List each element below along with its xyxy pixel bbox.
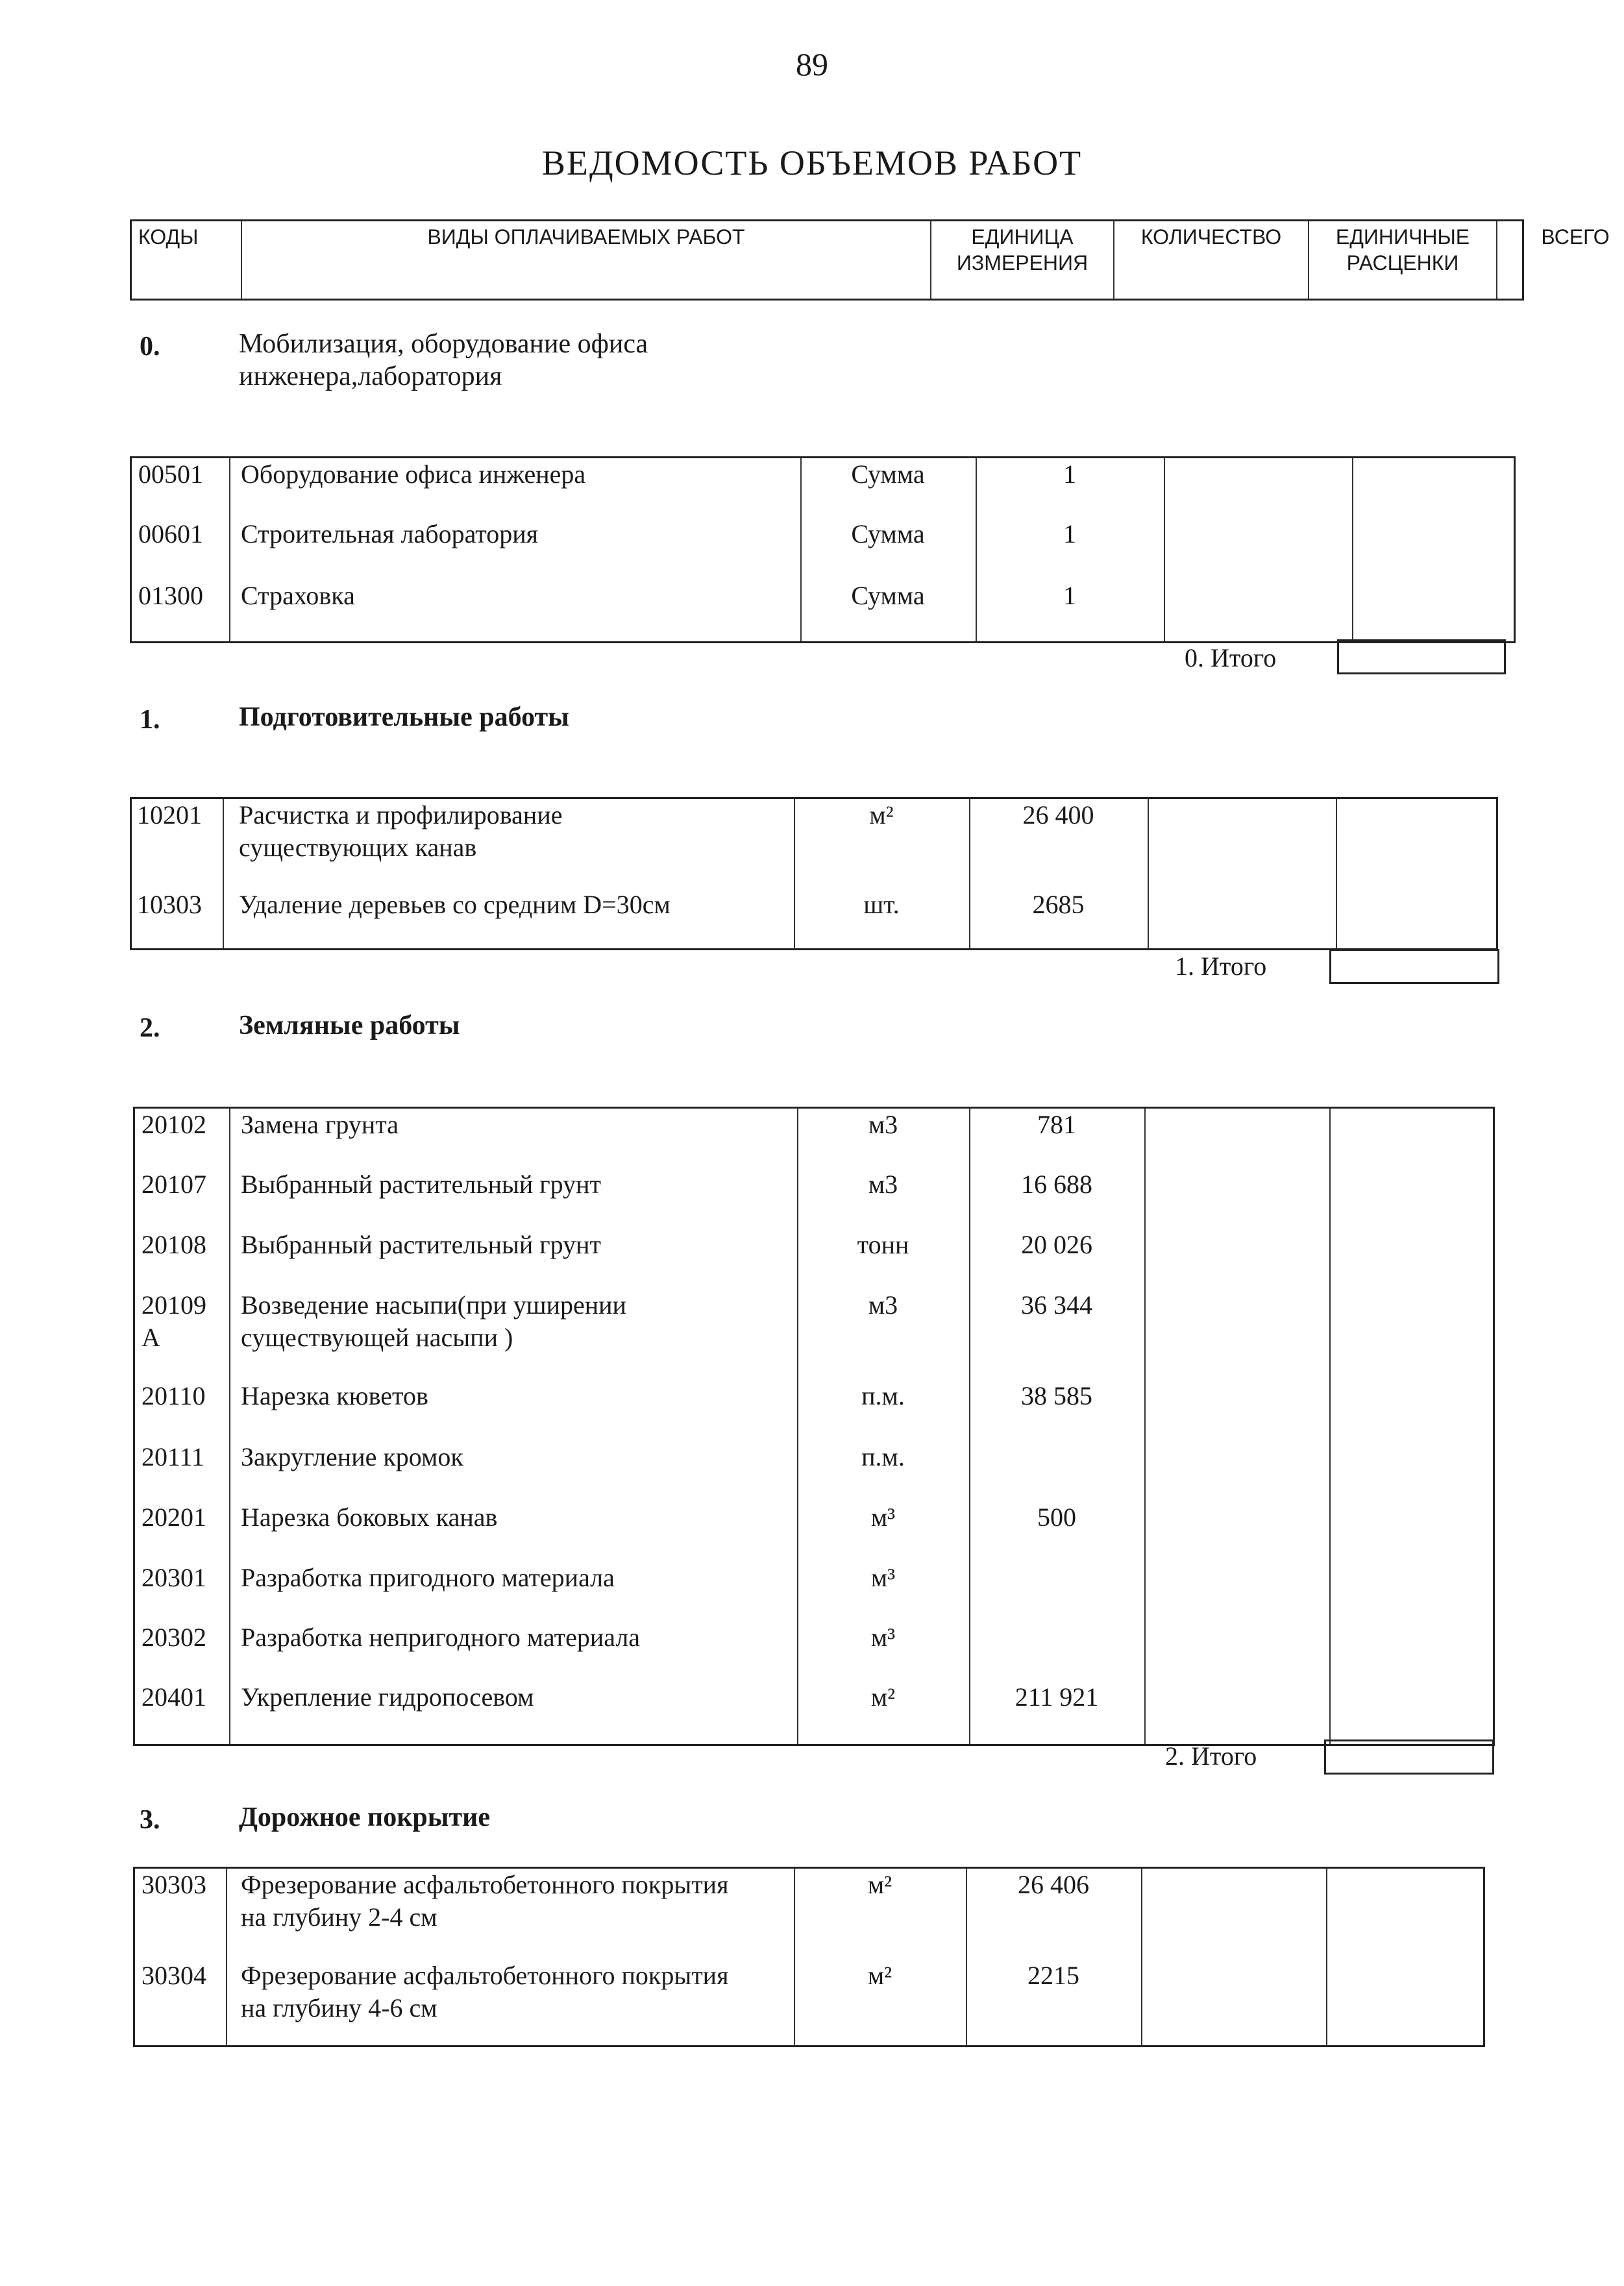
row-name: Удаление деревьев со средним D=30см: [239, 890, 671, 919]
row-quantity: 2685: [1032, 890, 1085, 919]
document-title: ВЕДОМОСТЬ ОБЪЕМОВ РАБОТ: [541, 143, 1083, 182]
row-unit: м³: [870, 1623, 896, 1652]
row-quantity: 26 400: [1022, 800, 1094, 830]
column-header-total: ВСЕГО: [1541, 225, 1610, 249]
row-quantity: 1: [1063, 460, 1076, 489]
row-quantity: 20 026: [1021, 1230, 1092, 1259]
row-quantity: 211 921: [1015, 1682, 1099, 1712]
row-quantity: 781: [1037, 1110, 1076, 1139]
section-number: 2.: [140, 1013, 160, 1043]
row-name: Замена грунта: [241, 1110, 399, 1139]
row-quantity: 38 585: [1021, 1381, 1092, 1410]
row-code: 20201: [141, 1503, 206, 1532]
row-quantity: 16 688: [1021, 1170, 1092, 1199]
row-unit: п.м.: [861, 1442, 905, 1471]
row-code: 20401: [141, 1682, 206, 1712]
column-header-unit-prices: ЕДИНИЧНЫЕ РАСЦЕНКИ: [1309, 221, 1497, 299]
column-header-work-types: ВИДЫ ОПЛАЧИВАЕМЫХ РАБОТ: [242, 221, 931, 299]
row-name: Расчистка и профилирование существующих канав: [239, 800, 563, 862]
row-name: Строительная лаборатория: [241, 519, 539, 548]
section-title: Дорожное покрытие: [239, 1802, 491, 1832]
section-total-label: 0. Итого: [1185, 643, 1277, 672]
row-code: 20108: [141, 1230, 206, 1259]
section-title: Земляные работы: [239, 1011, 460, 1040]
row-code: 20102: [141, 1110, 206, 1139]
row-unit: Сумма: [851, 519, 925, 548]
column-header: [130, 219, 1610, 301]
section-total-box: [1337, 639, 1506, 674]
row-name: Страховка: [241, 581, 355, 610]
column-header-unit: ЕДИНИЦА ИЗМЕРЕНИЯ: [931, 221, 1114, 299]
row-code: 30303: [141, 1870, 206, 1899]
row-unit: м3: [868, 1290, 898, 1320]
row-unit: м²: [867, 1870, 892, 1899]
row-unit: м²: [869, 800, 894, 830]
row-code: 20301: [141, 1563, 206, 1592]
row-code: 10303: [137, 890, 202, 919]
row-name: Фрезерование асфальтобетонного покрытия на глубину 2-4 см: [241, 1870, 729, 1932]
row-name: Нарезка боковых канав: [241, 1503, 498, 1532]
row-unit: м3: [868, 1170, 898, 1199]
section-number: 1.: [140, 705, 160, 735]
row-code: 20302: [141, 1623, 206, 1652]
section-title: Мобилизация, оборудование офиса инженера,лаборатория: [239, 329, 648, 391]
row-unit: п.м.: [861, 1381, 905, 1410]
row-code: 10201: [137, 800, 202, 830]
row-unit: м3: [868, 1110, 898, 1139]
row-code: 20111: [141, 1442, 205, 1471]
section-total-box: [1324, 1739, 1494, 1775]
row-name: Укрепление гидропосевом: [241, 1682, 534, 1712]
section-table: [133, 1867, 1485, 2047]
row-name: Закругление кромок: [241, 1442, 463, 1471]
row-quantity: 26 406: [1018, 1870, 1089, 1899]
row-code: 20109 А: [141, 1290, 206, 1352]
row-code: 20110: [141, 1381, 206, 1410]
row-unit: м²: [867, 1961, 892, 1990]
section-table: [133, 1107, 1495, 1746]
row-name: Оборудование офиса инженера: [241, 460, 586, 489]
row-unit: м²: [870, 1682, 896, 1712]
section-table: [130, 456, 1516, 643]
row-code: 00601: [138, 519, 203, 548]
row-name: Нарезка кюветов: [241, 1381, 428, 1410]
section-total-label: 1. Итого: [1175, 952, 1267, 981]
section-number: 3.: [140, 1805, 160, 1835]
row-name: Возведение насыпи(при уширении существующей насыпи ): [241, 1290, 626, 1352]
row-quantity: 500: [1037, 1503, 1076, 1532]
row-code: 30304: [141, 1961, 206, 1990]
row-quantity: 36 344: [1021, 1290, 1092, 1320]
row-unit: м³: [870, 1503, 896, 1532]
row-unit: Сумма: [851, 581, 925, 610]
column-header-quantity: КОЛИЧЕСТВО: [1114, 221, 1309, 299]
row-code: 20107: [141, 1170, 206, 1199]
section-total-box: [1329, 949, 1499, 984]
section-title: Подготовительные работы: [239, 702, 569, 732]
row-quantity: 1: [1063, 519, 1076, 548]
section-number: 0.: [140, 332, 160, 362]
row-unit: шт.: [863, 890, 900, 919]
row-unit: Сумма: [851, 460, 925, 489]
row-quantity: 1: [1063, 581, 1076, 610]
row-name: Фрезерование асфальтобетонного покрытия на глубину 4-6 см: [241, 1961, 729, 2022]
row-quantity: 2215: [1027, 1961, 1079, 1990]
row-name: Выбранный растительный грунт: [241, 1170, 602, 1199]
column-header-codes: КОДЫ: [132, 221, 242, 299]
row-unit: м³: [870, 1563, 896, 1592]
row-code: 01300: [138, 581, 203, 610]
row-code: 00501: [138, 460, 203, 489]
row-unit: тонн: [857, 1230, 909, 1259]
section-table: [130, 797, 1498, 950]
section-total-label: 2. Итого: [1165, 1741, 1257, 1771]
row-name: Выбранный растительный грунт: [241, 1230, 602, 1259]
row-name: Разработка пригодного материала: [241, 1563, 615, 1592]
page-number: 89: [796, 46, 828, 82]
row-name: Разработка непригодного материала: [241, 1623, 641, 1652]
